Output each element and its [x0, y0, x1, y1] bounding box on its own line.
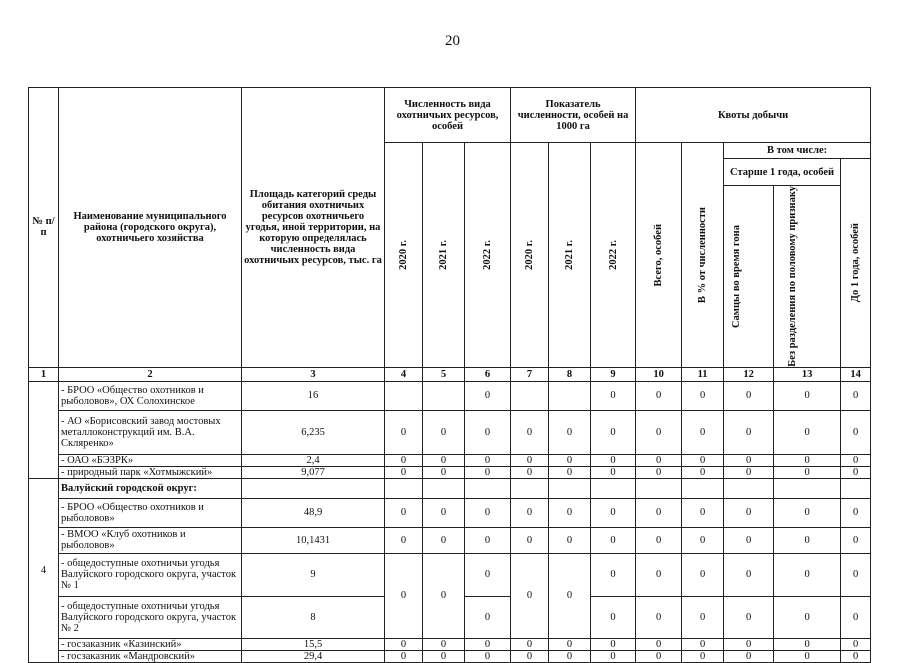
page-number: 20 [445, 33, 460, 49]
cell-value: 0 [591, 527, 636, 553]
table-row [29, 466, 871, 478]
header-density-2022: 2022 г. [591, 143, 636, 368]
cell-value: 0 [511, 527, 549, 553]
cell-value: 0 [423, 466, 465, 478]
cell-value: 0 [465, 381, 511, 410]
cell-value: 0 [682, 381, 724, 410]
cell-value: 0 [385, 650, 423, 662]
cell-value-merged: 0 [549, 553, 591, 638]
col-number: 5 [423, 367, 465, 381]
cell-value: 0 [465, 454, 511, 466]
cell-value: 0 [385, 527, 423, 553]
cell-empty [682, 478, 724, 498]
cell-value: 0 [841, 381, 871, 410]
cell-empty [591, 478, 636, 498]
col-number: 14 [841, 367, 871, 381]
cell-value: 0 [511, 638, 549, 650]
cell-value: 0 [724, 454, 774, 466]
header-numbers-group: Численность вида охотничьих ресурсов, особей [385, 88, 511, 143]
cell-empty [385, 478, 423, 498]
cell-value: 0 [511, 650, 549, 662]
table-row [29, 650, 871, 662]
cell-value: 0 [465, 638, 511, 650]
cell-value: 0 [682, 596, 724, 638]
cell-value: 0 [385, 498, 423, 527]
cell-empty [724, 478, 774, 498]
row-number-cell-empty [29, 381, 59, 478]
cell-value: 0 [549, 454, 591, 466]
cell-value: 0 [724, 638, 774, 650]
cell-value: 0 [841, 638, 871, 650]
cell-value-merged: 0 [511, 553, 549, 638]
col-number: 9 [591, 367, 636, 381]
header-numbers-2020: 2020 г. [385, 143, 423, 368]
cell-value: 0 [841, 466, 871, 478]
header-numbers-2021: 2021 г. [423, 143, 465, 368]
cell-value: 0 [724, 466, 774, 478]
cell-empty [423, 381, 465, 410]
header-density-2020: 2020 г. [511, 143, 549, 368]
cell-value: 0 [511, 466, 549, 478]
row-name: - общедоступные охотничьи угодья Валуйского городского округа, участок № 2 [59, 596, 242, 638]
col-number: 13 [774, 367, 841, 381]
cell-value: 0 [423, 410, 465, 454]
header-numbers-2022: 2022 г. [465, 143, 511, 368]
row-number: 4 [29, 478, 59, 662]
cell-value: 0 [774, 553, 841, 596]
header-no-sex: Без разделения по половому признаку [774, 186, 841, 368]
row-area: 10,1431 [242, 527, 385, 553]
cell-value: 0 [423, 454, 465, 466]
cell-value: 0 [591, 553, 636, 596]
cell-value: 0 [591, 498, 636, 527]
row-area: 29,4 [242, 650, 385, 662]
row-area: 6,235 [242, 410, 385, 454]
cell-value: 0 [465, 553, 511, 596]
cell-value: 0 [511, 498, 549, 527]
row-name: - общедоступные охотничьи угодья Валуйского городского округа, участок № 1 [59, 553, 242, 596]
cell-value: 0 [841, 454, 871, 466]
cell-value: 0 [774, 638, 841, 650]
cell-value: 0 [774, 650, 841, 662]
row-name: - АО «Борисовский завод мостовых металлоконструкций им. В.А. Скляренко» [59, 410, 242, 454]
cell-value: 0 [682, 527, 724, 553]
header-row-number: № п/п [29, 88, 59, 368]
cell-value: 0 [682, 650, 724, 662]
cell-value: 0 [841, 410, 871, 454]
cell-value: 0 [636, 638, 682, 650]
cell-value: 0 [591, 650, 636, 662]
cell-empty [774, 478, 841, 498]
row-name: - ОАО «БЭЗРК» [59, 454, 242, 466]
hunting-resources-table [28, 87, 871, 663]
row-name: - БРОО «Общество охотников и рыболовов» [59, 498, 242, 527]
cell-value: 0 [591, 454, 636, 466]
cell-value: 0 [385, 410, 423, 454]
cell-value: 0 [774, 527, 841, 553]
row-name: - природный парк «Хотмыжский» [59, 466, 242, 478]
header-older: Старше 1 года, особей [724, 159, 841, 186]
col-number: 11 [682, 367, 724, 381]
cell-value: 0 [774, 596, 841, 638]
cell-value: 0 [724, 527, 774, 553]
col-number: 2 [59, 367, 242, 381]
header-males: Самцы во время гона [724, 186, 774, 368]
header-row-1 [29, 88, 871, 143]
cell-value: 0 [682, 466, 724, 478]
cell-empty [385, 381, 423, 410]
cell-empty [423, 478, 465, 498]
cell-value: 0 [636, 381, 682, 410]
cell-value: 0 [549, 650, 591, 662]
table-row [29, 638, 871, 650]
cell-value: 0 [423, 638, 465, 650]
header-density-group: Показатель численности, особей на 1000 га [511, 88, 636, 143]
cell-value: 0 [549, 498, 591, 527]
cell-value: 0 [682, 454, 724, 466]
cell-value: 0 [423, 498, 465, 527]
cell-value: 0 [774, 454, 841, 466]
row-area: 16 [242, 381, 385, 410]
cell-value: 0 [465, 650, 511, 662]
header-quotas-group: Квоты добычи [636, 88, 871, 143]
header-name: Наименование муниципального района (городского округа), охотничьего хозяйства [59, 88, 242, 368]
cell-value: 0 [724, 410, 774, 454]
table-row [29, 527, 871, 553]
row-area: 48,9 [242, 498, 385, 527]
header-including: В том числе: [724, 143, 871, 159]
row-area: 8 [242, 596, 385, 638]
cell-value: 0 [636, 454, 682, 466]
col-number: 1 [29, 367, 59, 381]
table-row [29, 381, 871, 410]
cell-value-merged: 0 [423, 553, 465, 638]
cell-value: 0 [591, 381, 636, 410]
cell-value: 0 [465, 466, 511, 478]
cell-value: 0 [549, 527, 591, 553]
cell-empty [511, 478, 549, 498]
column-numbers-row [29, 367, 871, 381]
table-row [29, 454, 871, 466]
cell-value: 0 [465, 596, 511, 638]
cell-value: 0 [385, 454, 423, 466]
cell-value: 0 [549, 466, 591, 478]
table-row [29, 498, 871, 527]
cell-value: 0 [682, 410, 724, 454]
cell-empty [841, 478, 871, 498]
cell-value: 0 [385, 466, 423, 478]
row-name: - госзаказник «Мандровский» [59, 650, 242, 662]
col-number: 8 [549, 367, 591, 381]
cell-value: 0 [841, 650, 871, 662]
header-density-2021: 2021 г. [549, 143, 591, 368]
col-number: 12 [724, 367, 774, 381]
cell-value: 0 [724, 553, 774, 596]
cell-value: 0 [549, 410, 591, 454]
cell-empty [636, 478, 682, 498]
section-title: Валуйский городской округ: [59, 478, 242, 498]
cell-value: 0 [636, 596, 682, 638]
cell-value: 0 [841, 498, 871, 527]
cell-empty [549, 381, 591, 410]
cell-value: 0 [636, 498, 682, 527]
col-number: 7 [511, 367, 549, 381]
cell-value: 0 [591, 638, 636, 650]
row-name: - БРОО «Общество охотников и рыболовов», ОХ Солохинское [59, 381, 242, 410]
cell-value: 0 [682, 498, 724, 527]
cell-value: 0 [636, 553, 682, 596]
cell-value: 0 [774, 498, 841, 527]
cell-value: 0 [774, 381, 841, 410]
cell-value: 0 [724, 650, 774, 662]
cell-value: 0 [841, 527, 871, 553]
col-number: 4 [385, 367, 423, 381]
cell-value: 0 [511, 410, 549, 454]
header-under1: До 1 года, особей [841, 159, 871, 368]
cell-value: 0 [511, 454, 549, 466]
table-row [29, 410, 871, 454]
cell-value: 0 [682, 638, 724, 650]
row-area: 9 [242, 553, 385, 596]
cell-value: 0 [724, 498, 774, 527]
row-area: 15,5 [242, 638, 385, 650]
cell-value: 0 [636, 650, 682, 662]
cell-value: 0 [591, 410, 636, 454]
cell-value: 0 [636, 410, 682, 454]
header-area: Площадь категорий среды обитания охотничьих ресурсов охотничьего угодья, иной территории, на которую определялась численность вида охотничьих ресурсов, тыс. га [242, 88, 385, 368]
cell-empty [465, 478, 511, 498]
cell-value: 0 [636, 527, 682, 553]
cell-empty [242, 478, 385, 498]
table-row [29, 478, 871, 498]
cell-value: 0 [724, 381, 774, 410]
row-name: - ВМОО «Клуб охотников и рыболовов» [59, 527, 242, 553]
row-area: 9,077 [242, 466, 385, 478]
cell-value: 0 [591, 596, 636, 638]
col-number: 10 [636, 367, 682, 381]
col-number: 6 [465, 367, 511, 381]
cell-value: 0 [841, 553, 871, 596]
cell-value: 0 [465, 498, 511, 527]
cell-value: 0 [385, 638, 423, 650]
cell-value: 0 [774, 466, 841, 478]
cell-value: 0 [465, 410, 511, 454]
cell-value: 0 [682, 553, 724, 596]
cell-value: 0 [549, 638, 591, 650]
table-row [29, 553, 871, 596]
cell-value: 0 [841, 596, 871, 638]
cell-value: 0 [774, 410, 841, 454]
cell-value: 0 [465, 527, 511, 553]
row-name: - госзаказник «Казинский» [59, 638, 242, 650]
cell-value: 0 [636, 466, 682, 478]
cell-value: 0 [423, 650, 465, 662]
row-area: 2,4 [242, 454, 385, 466]
cell-empty [511, 381, 549, 410]
header-quota-total: Всего, особей [636, 143, 682, 368]
cell-value: 0 [423, 527, 465, 553]
header-quota-percent: В % от численности [682, 143, 724, 368]
cell-empty [549, 478, 591, 498]
col-number: 3 [242, 367, 385, 381]
cell-value: 0 [724, 596, 774, 638]
cell-value: 0 [591, 466, 636, 478]
cell-value-merged: 0 [385, 553, 423, 638]
